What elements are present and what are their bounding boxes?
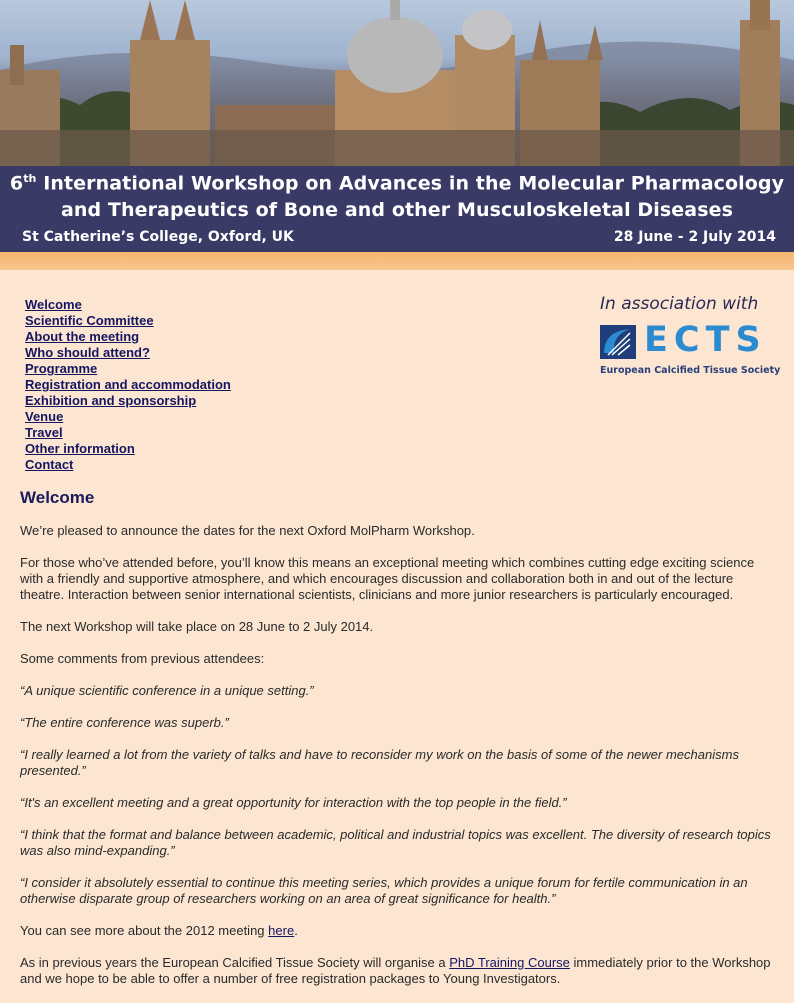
training-course-paragraph xyxy=(20,955,775,987)
page-title-line-2: and Therapeutics of Bone and other Musculoskeletal Diseases xyxy=(60,199,734,221)
ects-logo-subtitle: European Calcified Tissue Society xyxy=(600,365,781,376)
nav-link-other-information[interactable]: Other information xyxy=(25,441,135,456)
quote-item: “I consider it absolutely essential to continue this meeting series, which provides a unique forum for fertile communication in an otherwise disparate group of researchers working on an area of great significance for health.” xyxy=(20,875,748,906)
main-content xyxy=(20,490,775,1003)
nav-link-programme[interactable]: Programme xyxy=(25,361,98,376)
welcome-heading: Welcome xyxy=(20,488,95,507)
training-course-text-after: immediately prior to the Workshop and we hope to be able to offer a number of free registration packages to Young Investigators. xyxy=(20,955,771,986)
quote-item: “I think that the format and balance between academic, political and industrial topics was excellent. The diversity of research topics was also mind-expanding.” xyxy=(20,827,771,858)
quote-item: “It's an excellent meeting and a great opportunity for interaction with the top people in the field.” xyxy=(20,795,567,810)
previous-meeting-paragraph xyxy=(20,923,775,939)
title-ordinal-suffix: th xyxy=(23,172,37,185)
ects-logo-icon xyxy=(600,325,636,359)
previous-meeting-period: . xyxy=(294,923,298,938)
dates-text: 28 June - 2 July 2014 xyxy=(613,229,776,245)
nav-link-welcome[interactable]: Welcome xyxy=(25,297,82,312)
nav-link-contact[interactable]: Contact xyxy=(25,457,74,472)
title-line-1-text: International Workshop on Advances in the Molecular Pharmacology xyxy=(36,172,785,195)
previous-meeting-text: You can see more about the 2012 meeting xyxy=(20,923,269,938)
phd-training-course-link[interactable]: PhD Training Course xyxy=(449,955,570,970)
title-ordinal: 6 xyxy=(9,172,24,195)
title-band xyxy=(0,166,794,252)
main-navigation xyxy=(25,297,231,473)
quote-item: “I really learned a lot from the variety of talks and have to reconsider my work on the basis of some of the newer mechanisms presented.” xyxy=(20,747,739,778)
header-banner-image xyxy=(0,0,794,166)
association-block xyxy=(600,294,781,376)
nav-link-scientific-committee[interactable]: Scientific Committee xyxy=(25,313,154,328)
comments-intro: Some comments from previous attendees: xyxy=(20,651,265,666)
nav-link-about-the-meeting[interactable]: About the meeting xyxy=(25,329,140,344)
page-title-line-1 xyxy=(0,172,794,194)
nav-link-venue[interactable]: Venue xyxy=(25,409,64,424)
dates-paragraph: The next Workshop will take place on 28 June to 2 July 2014. xyxy=(20,619,374,634)
nav-link-who-should-attend[interactable]: Who should attend? xyxy=(25,345,150,360)
quote-item: “A unique scientific conference in a unique setting.” xyxy=(20,683,314,698)
nav-link-exhibition[interactable]: Exhibition and sponsorship xyxy=(25,393,197,408)
ects-logo-word: ECTS xyxy=(644,320,767,360)
intro-paragraph: We’re pleased to announce the dates for the next Oxford MolPharm Workshop. xyxy=(20,523,475,538)
previous-meeting-link[interactable]: here xyxy=(268,923,295,938)
nav-link-travel[interactable]: Travel xyxy=(25,425,63,440)
association-text: In association with xyxy=(600,294,759,314)
venue-text: St Catherine’s College, Oxford, UK xyxy=(22,229,294,245)
quotes-list xyxy=(20,683,775,907)
quote-item: “The entire conference was superb.” xyxy=(20,715,229,730)
description-paragraph: For those who’ve attended before, you’ll know this means an exceptional meeting which combines cutting edge exciting science with a friendly and supportive atmosphere, and which encourages discussion and collaboration both in and out of the lecture theatre. Interaction between senior international scientists, clinicians and more junior researchers is particularly encouraged. xyxy=(20,555,755,602)
training-course-text-before: As in previous years the European Calcified Tissue Society will organise a xyxy=(20,955,450,970)
oxford-skyline-illustration xyxy=(0,0,794,166)
orange-divider xyxy=(0,252,794,270)
nav-link-registration[interactable]: Registration and accommodation xyxy=(25,377,231,392)
